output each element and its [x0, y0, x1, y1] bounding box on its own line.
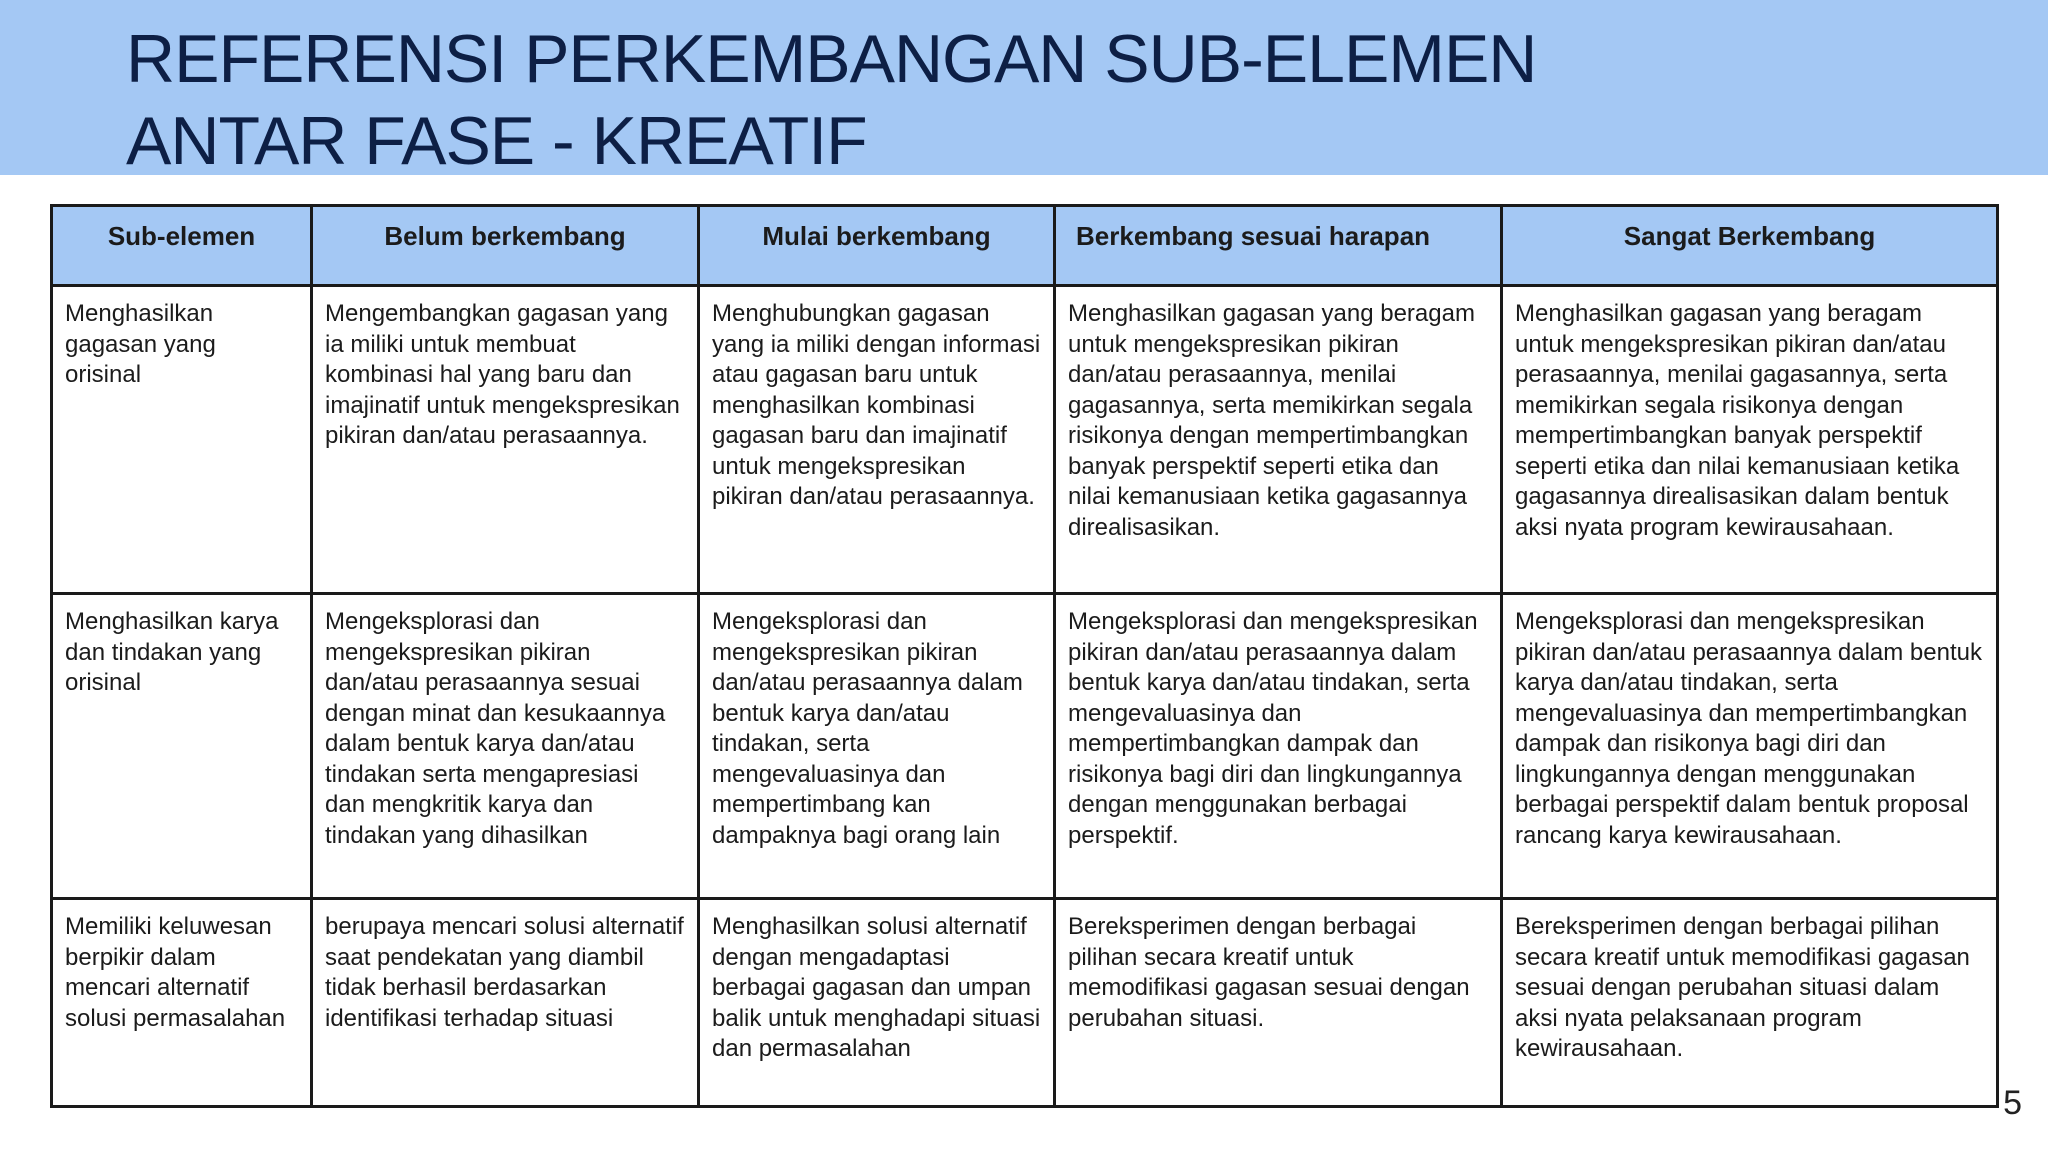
table-cell: Mengeksplorasi dan mengekspresikan pikiran dan/atau perasaannya dalam bentuk karya dan/atau tindakan, serta mengevaluasinya dan mempertimbangkan dampak dan risikonya bagi diri dan lingkungannya dengan menggunakan berbagai perspektif dalam bentuk proposal rancang karya kewirausahaan.	[1502, 594, 1998, 899]
table-cell: Menghasilkan gagasan yang orisinal	[52, 286, 312, 594]
table-cell: Mengeksplorasi dan mengekspresikan pikiran dan/atau perasaannya dalam bentuk karya dan/atau tindakan, serta mengevaluasinya dan mempertimbang kan dampaknya bagi orang lain	[699, 594, 1055, 899]
col-header-sub-elemen: Sub-elemen	[52, 206, 312, 286]
table-row	[52, 286, 1998, 594]
page-number: 5	[2003, 1084, 2022, 1122]
table-row	[52, 594, 1998, 899]
table-header-row	[52, 206, 1998, 286]
table-cell: Menghasilkan karya dan tindakan yang orisinal	[52, 594, 312, 899]
col-header-mulai-berkembang: Mulai berkembang	[699, 206, 1055, 286]
col-header-berkembang-sesuai-harapan: Berkembang sesuai harapan	[1055, 206, 1502, 286]
table-row	[52, 899, 1998, 1107]
table-cell: Bereksperimen dengan berbagai pilihan secara kreatif untuk memodifikasi gagasan sesuai dengan perubahan situasi.	[1055, 899, 1502, 1107]
table-cell: Menghasilkan gagasan yang beragam untuk mengekspresikan pikiran dan/atau perasaannya, menilai gagasannya, serta memikirkan segala risikonya dengan mempertimbangkan banyak perspektif seperti etika dan nilai kemanusiaan ketika gagasannya direalisasikan dalam bentuk aksi nyata program kewirausahaan.	[1502, 286, 1998, 594]
table-cell: Mengeksplorasi dan mengekspresikan pikiran dan/atau perasaannya sesuai dengan minat dan kesukaannya dalam bentuk karya dan/atau tindakan serta mengapresiasi dan mengkritik karya dan tindakan yang dihasilkan	[312, 594, 699, 899]
slide-title-line-2: ANTAR FASE - KREATIF	[126, 103, 867, 179]
slide-title	[126, 18, 1536, 182]
table-cell: berupaya mencari solusi alternatif saat pendekatan yang diambil tidak berhasil berdasarkan identifikasi terhadap situasi	[312, 899, 699, 1107]
col-header-belum-berkembang: Belum berkembang	[312, 206, 699, 286]
table-cell: Menghasilkan solusi alternatif dengan mengadaptasi berbagai gagasan dan umpan balik untuk menghadapi situasi dan permasalahan	[699, 899, 1055, 1107]
slide-title-line-1: REFERENSI PERKEMBANGAN SUB-ELEMEN	[126, 21, 1537, 97]
table-cell: Bereksperimen dengan berbagai pilihan secara kreatif untuk memodifikasi gagasan sesuai dengan perubahan situasi dalam aksi nyata pelaksanaan program kewirausahaan.	[1502, 899, 1998, 1107]
table-cell: Mengembangkan gagasan yang ia miliki untuk membuat kombinasi hal yang baru dan imajinatif untuk mengekspresikan pikiran dan/atau perasaannya.	[312, 286, 699, 594]
rubric-table	[50, 204, 1999, 1108]
table-cell: Menghubungkan gagasan yang ia miliki dengan informasi atau gagasan baru untuk menghasilkan kombinasi gagasan baru dan imajinatif untuk mengekspresikan pikiran dan/atau perasaannya.	[699, 286, 1055, 594]
table-cell: Mengeksplorasi dan mengekspresikan pikiran dan/atau perasaannya dalam bentuk karya dan/atau tindakan, serta mengevaluasinya dan mempertimbangkan dampak dan risikonya bagi diri dan lingkungannya dengan menggunakan berbagai perspektif.	[1055, 594, 1502, 899]
table-cell: Memiliki keluwesan berpikir dalam mencari alternatif solusi permasalahan	[52, 899, 312, 1107]
col-header-sangat-berkembang: Sangat Berkembang	[1502, 206, 1998, 286]
table-cell: Menghasilkan gagasan yang beragam untuk mengekspresikan pikiran dan/atau perasaannya, menilai gagasannya, serta memikirkan segala risikonya dengan mempertimbangkan banyak perspektif seperti etika dan nilai kemanusiaan ketika gagasannya direalisasikan.	[1055, 286, 1502, 594]
